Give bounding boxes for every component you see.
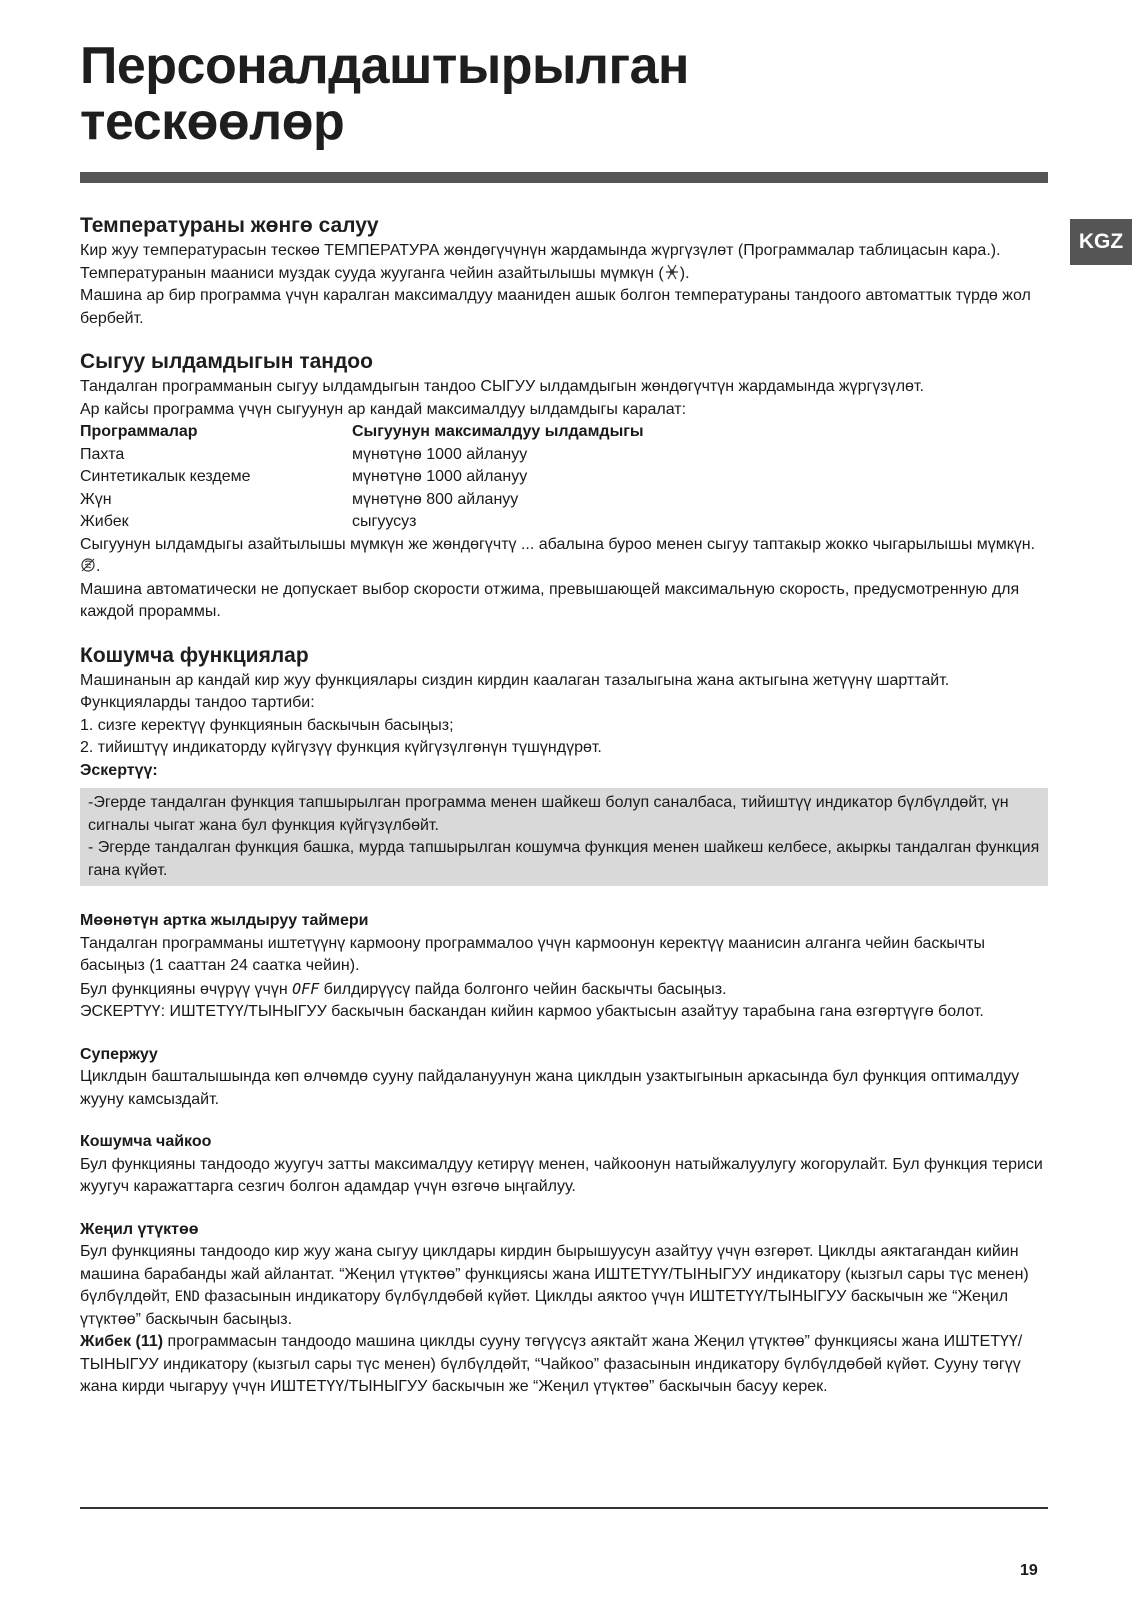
paragraph: Ар кайсы программа үчүн сыгуунун ар кандай максималдуу ылдамдыгы каралат: (80, 400, 687, 418)
text: ). (679, 264, 690, 282)
section-easy-iron (80, 1219, 1048, 1399)
table-row (80, 511, 644, 534)
text: билдирүүсү пайда болгонго чейин баскычты басыңыз. (319, 980, 727, 998)
paragraph: Машина ар бир программа үчүн каралган максималдуу мааниден ашык болгон температураны тандоого автоматтык түрдө жол бербейт. (80, 287, 1031, 327)
section-superwash (80, 1044, 1048, 1112)
spin-speed-table (80, 421, 644, 534)
program-name: Жибек (11) (80, 1333, 164, 1350)
language-tab: KGZ (1070, 219, 1132, 265)
section-delay-timer (80, 910, 1048, 1024)
paragraph (80, 534, 1048, 579)
text: фазасынын индикатору бүлбүлдөбөй күйөт. Циклды аяктоо үчүн ИШТЕТҮҮ/ТЫНЫГУУ баскычын же “Жеңил үтүктөө” баскычын басыңыз. (80, 1288, 1009, 1328)
speed-cell: мүнөтүнө 1000 айлануу (352, 468, 528, 485)
section-heading: Температураны жөнгө салуу (80, 214, 379, 237)
paragraph (80, 1241, 1048, 1331)
speed-cell: сыгуусуз (352, 513, 417, 530)
footer-divider (80, 1507, 1048, 1509)
text: Бул функцияны өчүрүү үчүн (80, 980, 293, 998)
paragraph: Кир жуу температурасын тескөө ТЕМПЕРАТУРА жөндөгүчүнүн жардамында жүргүзүлөт (Программалар таблицасын кара.). (80, 242, 1001, 259)
subsection-heading: Супержуу (80, 1045, 158, 1063)
column-header: Сыгуунун максималдуу ылдамдыгы (352, 423, 644, 440)
paragraph (80, 978, 1048, 1002)
note-text: -Эгерде тандалган функция тапшырылган программа менен шайкеш болуп саналбаса, тийиштүү индикатор бүлбүлдөйт, үн сигналы чыгат жана бул функция күйгүзүлбөйт. (88, 794, 1009, 834)
text: Температуранын мааниси муздак сууда жууганга чейин азайтылышы мүмкүн ( (80, 264, 664, 282)
page-title (80, 38, 980, 150)
subsection-heading: Кошумча чайкоо (80, 1133, 212, 1150)
subsection-heading: Мөөнөтүн артка жылдыруу таймери (80, 912, 369, 929)
paragraph: Тандалган программаны иштетүүнү кармоону программалоо үчүн кармоонун керектүү маанисин алганга чейин баскычты басыңыз (1 сааттан 24 саатка чейин). (80, 934, 985, 974)
text: программасын тандоодо машина циклды сууну төгүүсүз аяктайт жана Жеңил үтүктөө” функциясы жана ИШТЕТҮҮ/ТЫНЫГУУ индикатору (кызгыл сары түс менен) бүлбүлдөйт, “Чайкоо” фазасынын индикатору бүлбүлдөбөй күйөт. Сууну төгүү жана кирди чыгаруу үчүн ИШТЕТҮҮ/ТЫНЫГУУ баскычын же “Жеңил үтүктөө” баскычын басуу керек. (80, 1333, 1023, 1395)
program-cell: Синтетикалык кездеме (80, 468, 251, 485)
page-number: 19 (1020, 1562, 1038, 1579)
paragraph: Машинанын ар кандай кир жуу функциялары сиздин кирдин каалаган тазалыгына жана актыгына жетүүнү шарттайт. (80, 671, 950, 689)
subsection-heading: Жеңил үтүктөө (80, 1220, 199, 1238)
main-content (80, 212, 1048, 1399)
section-spin (80, 348, 1048, 624)
page-title-line1: Персоналдаштырылган (80, 37, 689, 95)
paragraph: Машина автоматически не допускает выбор скорости отжима, превышающей максимальную скорость, предусмотренную для каждой прораммы. (80, 580, 1020, 620)
title-divider (80, 172, 1048, 183)
section-functions (80, 642, 1048, 887)
paragraph: Функцияларды тандоо тартиби: (80, 694, 315, 711)
list-item: 2. тийиштүү индикаторду күйгүзүү функция күйгүзүлгөнүн түшүндүрөт. (80, 739, 602, 756)
section-heading: Кошумча функциялар (80, 643, 309, 667)
paragraph: ЭСКЕРТҮҮ: ИШТЕТҮҮ/ТЫНЫГУУ баскычын баскандан кийин кармоо убактысын азайтуу тарабына гана өзгөртүүгө болот. (80, 1003, 984, 1020)
column-header: Программалар (80, 423, 198, 440)
note-text: - Эгерде тандалган функция башка, мурда тапшырылган кошумча функция менен шайкеш келбесе, акыркы тандалган функция гана күйөт. (88, 839, 1040, 879)
program-cell: Жүн (80, 490, 112, 508)
table-row (80, 489, 644, 512)
paragraph: Циклдын башталышында көп өлчөмдө сууну пайдалануунун жана циклдын узактыгынын аркасында бул функция оптималдуу жууну камсыздайт. (80, 1068, 1020, 1108)
text: Сыгуунун ылдамдыгы азайтылышы мүмкүн же жөндөгүчтү ... абалына буроо менен сыгуу таптакыр жокко чыгарылышы мүмкүн. (80, 535, 1036, 553)
off-display-code: OFF (292, 979, 320, 998)
program-cell: Пахта (80, 445, 125, 463)
text: . (96, 558, 101, 575)
paragraph: Тандалган программанын сыгуу ылдамдыгын тандоо СЫГУУ ылдамдыгын жөндөгүчтүн жардамында жүргүзүлөт. (80, 378, 924, 395)
speed-cell: мүнөтүнө 1000 айлануу (352, 445, 528, 463)
table-header-row (80, 421, 644, 444)
section-extra-rinse (80, 1131, 1048, 1199)
end-display-code: END (174, 1289, 200, 1305)
table-row (80, 444, 644, 467)
table-row (80, 466, 644, 489)
section-heading: Сыгуу ылдамдыгын тандоо (80, 350, 373, 373)
text: Бул функцияны тандоодо кир жуу жана сыгуу циклдары кирдин бырышуусун азайтуу үчүн өзгөрөт. Циклды аяктагандан кийин машина барабанды жай айлантат. “Жеңил үтүктөө” функциясы жана ИШТЕТҮҮ/ТЫНЫГУУ индикатору (кызгыл сары түс менен) бүлбүлдөйт, (80, 1243, 1029, 1305)
no-spin-icon (80, 557, 96, 573)
note-box (80, 788, 1048, 886)
paragraph (80, 263, 1048, 286)
page-title-line2: тескөөлөр (80, 93, 345, 151)
paragraph (80, 1331, 1048, 1399)
list-item: 1. сизге керектүү функциянын баскычын басыңыз; (80, 716, 454, 734)
program-cell: Жибек (80, 513, 129, 530)
note-label-text: Эскертүү: (80, 761, 158, 779)
cold-wash-icon (664, 264, 680, 280)
speed-cell: мүнөтүнө 800 айлануу (352, 490, 519, 508)
section-temperature (80, 212, 1048, 330)
note-label (80, 760, 1048, 783)
paragraph: Бул функцияны тандоодо жуугуч затты максималдуу кетирүү менен, чайкоонун натыйжалуулугу жогорулайт. Бул функция териси жуугуч каражаттарга сезгич болгон адамдар үчүн өзгөчө ыңгайлуу. (80, 1155, 1043, 1195)
